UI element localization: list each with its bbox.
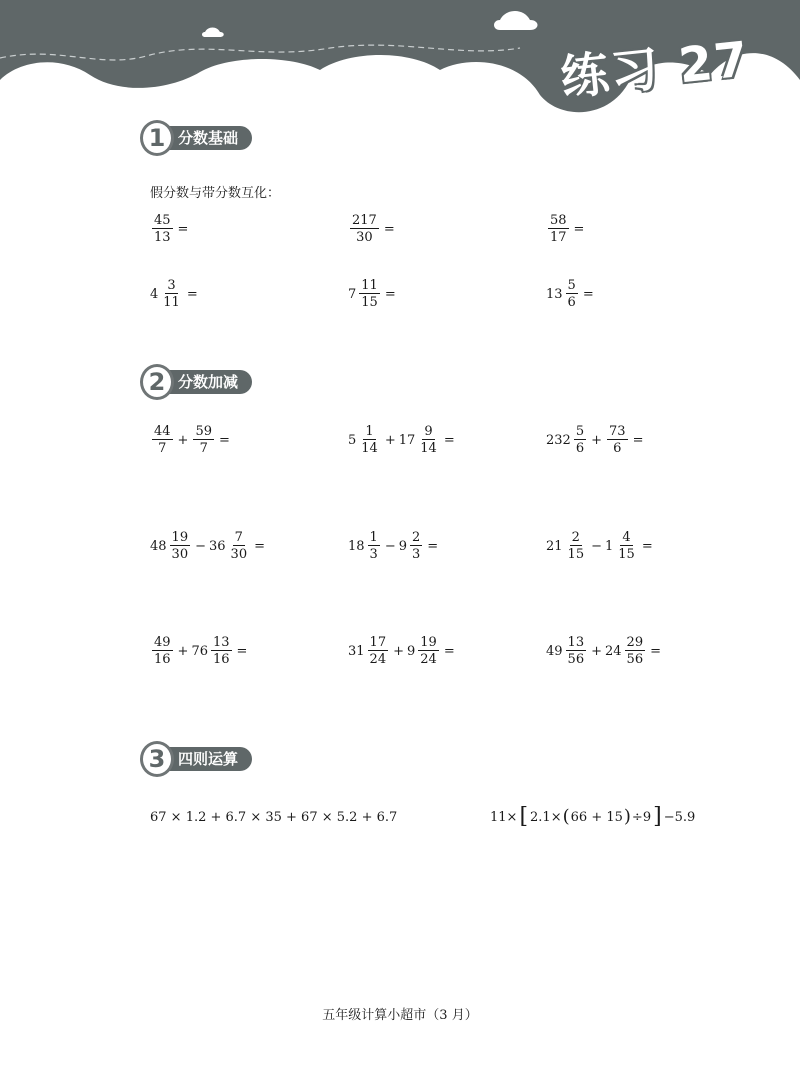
expression-3-1: 67 × 1.2 + 6.7 × 35 + 67 × 5.2 + 6.7 <box>150 810 398 825</box>
section-1-number: 1 <box>140 120 174 156</box>
section-2-number: 2 <box>140 364 174 400</box>
problem-2-4: 48 $\frac{19}{30}$ − 36 $\frac{7}{30}$ = <box>150 530 265 562</box>
problem-1-3: $\frac{58}{17}$ = <box>550 213 585 245</box>
problem-2-6: 21 $\frac{2}{15}$ − 1 $\frac{4}{15}$ = <box>546 530 653 562</box>
problem-2-5: 18 $\frac{1}{3}$ − 9 $\frac{2}{3}$ = <box>348 530 439 562</box>
problem-2-3: 232 $\frac{5}{6}$ + $\frac{73}{6}$ = <box>546 424 644 456</box>
expression-3-2: 11× [ 2.1× ( 66 + 15 ) ÷9 ] −5.9 <box>490 804 696 829</box>
problem-1-6: 13 $\frac{5}{6}$ = <box>546 278 594 310</box>
section-3-title: 四则运算 <box>158 747 252 771</box>
problem-2-1: $\frac{44}{7}$ + $\frac{59}{7}$ = <box>154 424 230 456</box>
section-1-heading <box>140 122 252 154</box>
problem-1-1: $\frac{45}{13}$ = <box>154 213 189 245</box>
problem-2-2: 5 $\frac{1}{14}$ + 17 $\frac{9}{14}$ = <box>348 424 455 456</box>
page-title: 练习 27 <box>558 31 753 107</box>
section-2-heading <box>140 366 252 398</box>
section-3-number: 3 <box>140 741 174 777</box>
problem-1-4: 4 $\frac{3}{11}$ = <box>150 278 198 310</box>
problem-2-7: $\frac{49}{16}$ + 76 $\frac{13}{16}$ = <box>154 635 248 667</box>
problem-2-8: 31 $\frac{17}{24}$ + 9 $\frac{19}{24}$ = <box>348 635 455 667</box>
section-2-title: 分数加减 <box>158 370 252 394</box>
section-1-title: 分数基础 <box>158 126 252 150</box>
section-1-instruction: 假分数与带分数互化： <box>150 186 281 201</box>
problem-2-9: 49 $\frac{13}{56}$ + 24 $\frac{29}{56}$ = <box>546 635 661 667</box>
problem-1-2: $\frac{217}{30}$ = <box>352 213 395 245</box>
problem-1-5: 7 $\frac{11}{15}$ = <box>348 278 396 310</box>
section-3-heading <box>140 743 252 775</box>
page-footer: 五年级计算小超市（3 月） <box>322 1008 478 1023</box>
